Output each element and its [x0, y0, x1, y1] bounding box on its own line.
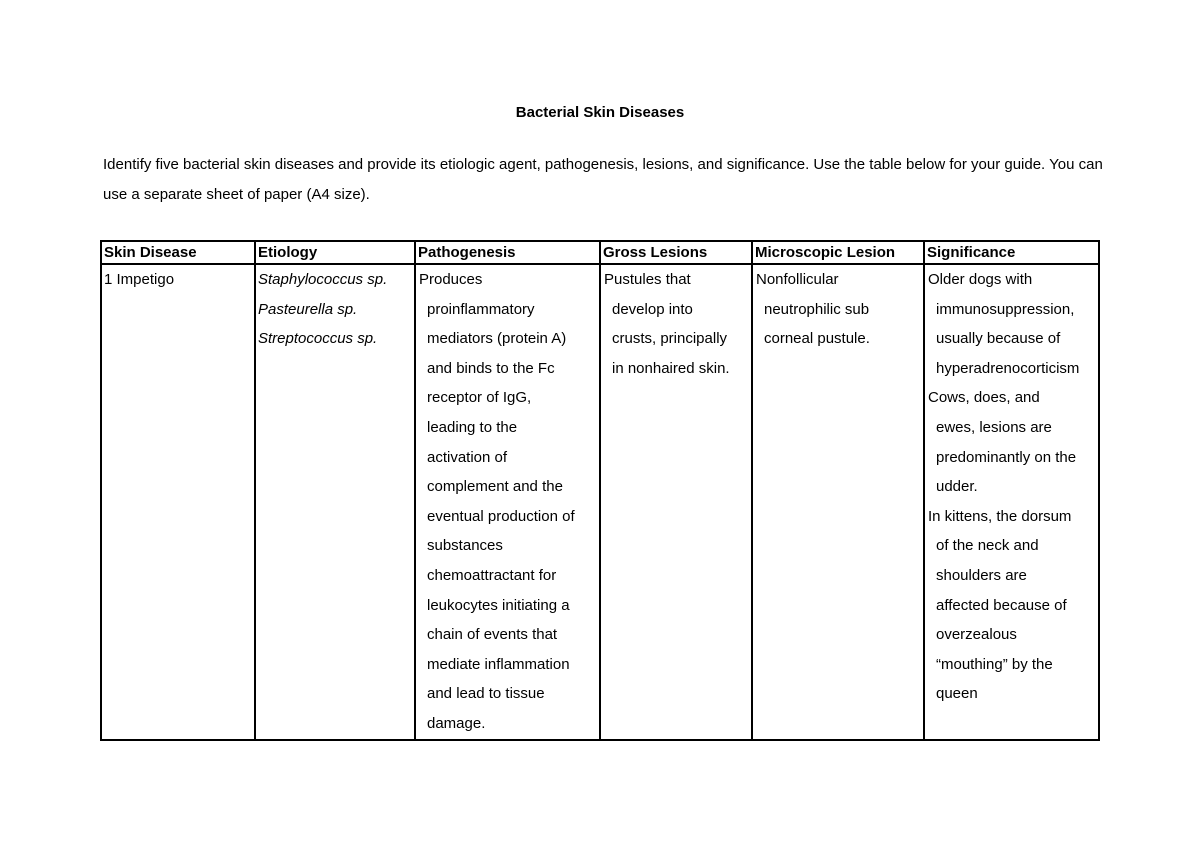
etiology-agent: [258, 324, 414, 354]
pathogenesis-line: [418, 531, 599, 561]
pathogenesis-line: [418, 650, 599, 680]
significance-line: [927, 324, 1098, 354]
significance-line-text: Cows, does, and: [928, 389, 1040, 407]
etiology-agent: [258, 265, 414, 295]
header-gross-lesions: Gross Lesions: [600, 241, 752, 264]
instructions-paragraph: Identify five bacterial skin diseases and provide its etiologic agent, pathogenesis, lesions, and significance. Use the table below for your guide. You can use a separate sheet of paper (A4 size).: [103, 156, 1103, 203]
pathogenesis-line: [418, 472, 599, 502]
significance-line-text: usually because of: [936, 330, 1061, 348]
significance-line-text: udder.: [936, 478, 978, 496]
pathogenesis-line-text: chemoattractant for: [427, 566, 557, 584]
pathogenesis-line: [418, 324, 599, 354]
pathogenesis-line-text: mediate inflammation: [427, 655, 570, 673]
significance-line: [927, 354, 1098, 384]
header-microscopic-lesion: Microscopic Lesion: [752, 241, 924, 264]
significance-line-text: overzealous: [936, 626, 1017, 644]
disease-name: 1 Impetigo: [104, 271, 175, 288]
significance-line: [927, 383, 1098, 413]
significance-line: [927, 531, 1098, 561]
etiology-agent-text: Streptococcus sp.: [258, 330, 378, 348]
pathogenesis-line-text: leading to the: [427, 418, 518, 436]
microscopic-lesion-line: [755, 295, 923, 325]
pathogenesis-line: [418, 413, 599, 443]
significance-line-text: “mouthing” by the: [936, 655, 1053, 673]
cell-microscopic-lesion: [752, 264, 924, 740]
pathogenesis-line-text: damage.: [427, 714, 486, 732]
significance-line-text: predominantly on the: [936, 448, 1077, 466]
cell-significance: [924, 264, 1099, 740]
pathogenesis-line: [418, 561, 599, 591]
pathogenesis-line-text: activation of: [427, 448, 508, 466]
significance-line-text: hyperadrenocorticism: [936, 359, 1080, 377]
header-significance: Significance: [924, 241, 1099, 264]
pathogenesis-line: [418, 295, 599, 325]
etiology-agent-text: Pasteurella sp.: [258, 300, 358, 318]
significance-line-text: queen: [936, 685, 978, 703]
table-header-row: [101, 241, 1099, 264]
significance-line-text: of the neck and: [936, 537, 1039, 555]
microscopic-lesion-line: [755, 265, 923, 295]
microscopic-lesion-line-text: Nonfollicular: [756, 271, 839, 288]
significance-line: [927, 650, 1098, 680]
significance-line-text: Older dogs with: [928, 271, 1033, 288]
significance-line-text: immunosuppression,: [936, 300, 1075, 318]
microscopic-lesion-line: [755, 324, 923, 354]
significance-line: [927, 472, 1098, 502]
pathogenesis-line: [418, 265, 599, 295]
header-etiology: Etiology: [255, 241, 415, 264]
cell-gross-lesions: [600, 264, 752, 740]
gross-lesion-line: [603, 295, 751, 325]
pathogenesis-line-text: Produces: [419, 271, 483, 288]
pathogenesis-line: [418, 620, 599, 650]
significance-line: [927, 443, 1098, 473]
pathogenesis-line: [418, 679, 599, 709]
document-title: Bacterial Skin Diseases: [515, 104, 685, 121]
pathogenesis-line-text: receptor of IgG,: [427, 389, 532, 407]
pathogenesis-line-text: complement and the: [427, 478, 563, 496]
etiology-agent: [258, 295, 414, 325]
skin-disease-table: [100, 240, 1100, 741]
pathogenesis-line: [418, 443, 599, 473]
pathogenesis-line-text: leukocytes initiating a: [427, 596, 570, 614]
significance-line: [927, 413, 1098, 443]
header-pathogenesis: Pathogenesis: [415, 241, 600, 264]
significance-line: [927, 620, 1098, 650]
significance-line: [927, 679, 1098, 709]
cell-pathogenesis: [415, 264, 600, 740]
significance-line-text: ewes, lesions are: [936, 418, 1052, 436]
pathogenesis-line: [418, 354, 599, 384]
pathogenesis-line-text: and binds to the Fc: [427, 359, 555, 377]
significance-line-text: affected because of: [936, 596, 1067, 614]
pathogenesis-line-text: mediators (protein A): [427, 330, 567, 348]
gross-lesion-line: [603, 354, 751, 384]
significance-line: [927, 265, 1098, 295]
pathogenesis-line: [418, 591, 599, 621]
pathogenesis-line: [418, 383, 599, 413]
gross-lesion-line: [603, 265, 751, 295]
gross-lesion-line-text: in nonhaired skin.: [612, 359, 730, 377]
table-row: [101, 264, 1099, 740]
etiology-agent-text: Staphylococcus sp.: [258, 271, 388, 288]
gross-lesion-line: [603, 324, 751, 354]
significance-line: [927, 295, 1098, 325]
microscopic-lesion-line-text: corneal pustule.: [764, 330, 870, 348]
significance-line: [927, 502, 1098, 532]
cell-etiology: [255, 264, 415, 740]
significance-line: [927, 591, 1098, 621]
microscopic-lesion-line-text: neutrophilic sub: [764, 300, 870, 318]
pathogenesis-line-text: substances: [427, 537, 503, 555]
cell-disease: [101, 264, 255, 740]
gross-lesion-line-text: crusts, principally: [612, 330, 728, 348]
significance-line-text: In kittens, the dorsum: [928, 507, 1072, 525]
pathogenesis-line-text: and lead to tissue: [427, 685, 545, 703]
pathogenesis-line: [418, 502, 599, 532]
pathogenesis-line-text: eventual production of: [427, 507, 575, 525]
significance-line: [927, 561, 1098, 591]
pathogenesis-line: [418, 709, 599, 739]
gross-lesion-line-text: Pustules that: [604, 271, 691, 288]
significance-line-text: shoulders are: [936, 566, 1027, 584]
pathogenesis-line-text: chain of events that: [427, 626, 558, 644]
pathogenesis-line-text: proinflammatory: [427, 300, 535, 318]
gross-lesion-line-text: develop into: [612, 300, 693, 318]
header-skin-disease: Skin Disease: [101, 241, 255, 264]
